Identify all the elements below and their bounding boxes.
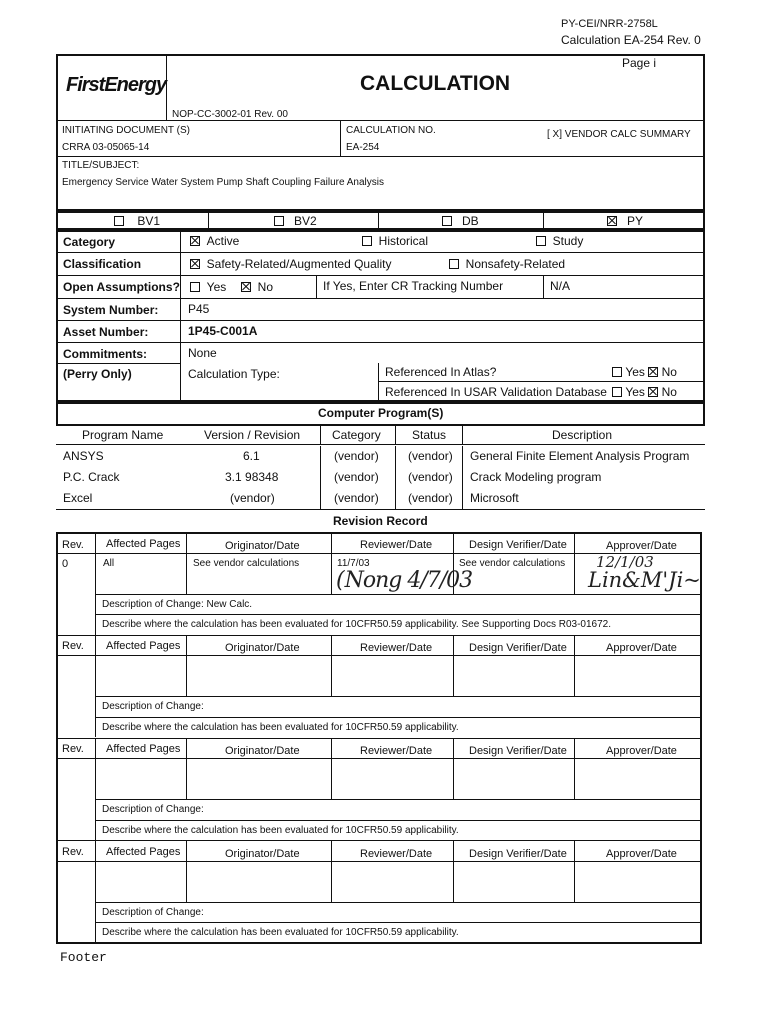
reviewer-date: 11/7/03 xyxy=(337,558,370,569)
asset-number-label: Asset Number: xyxy=(63,325,149,339)
page-footer: Footer xyxy=(60,950,107,965)
system-number-value: P45 xyxy=(188,302,210,316)
rev-header: Rev. xyxy=(62,640,84,652)
atlas-yes-checkbox[interactable] xyxy=(612,367,622,377)
commitments-label: Commitments: xyxy=(63,347,148,361)
program-row-name: Excel xyxy=(63,491,93,505)
calculation-revision: Calculation EA-254 Rev. 0 xyxy=(561,33,701,47)
nonsafety-checkbox[interactable] xyxy=(449,259,459,269)
initiating-document-value: CRRA 03-05065-14 xyxy=(62,142,150,153)
open-assumptions-yes[interactable]: Yes xyxy=(190,280,226,294)
category-label: Category xyxy=(63,235,116,249)
system-number-label: System Number: xyxy=(63,303,159,317)
approver-header: Approver/Date xyxy=(606,745,677,757)
initiating-document-label: INITIATING DOCUMENT (S) xyxy=(62,125,190,136)
revision-record-title: Revision Record xyxy=(333,514,428,528)
usar-label: Referenced In USAR Validation Database xyxy=(385,385,607,399)
verifier-header: Design Verifier/Date xyxy=(469,745,567,757)
verifier-value: See vendor calculations xyxy=(459,558,566,569)
category-study[interactable]: Study xyxy=(536,234,583,248)
program-row-version: (vendor) xyxy=(230,491,275,505)
program-row-status: (vendor) xyxy=(408,470,453,484)
description-of-change: Description of Change: xyxy=(102,804,204,815)
program-row-description: Crack Modeling program xyxy=(470,470,602,484)
title-subject-label: TITLE/SUBJECT: xyxy=(62,160,140,171)
asset-number-value: 1P45-C001A xyxy=(188,324,258,338)
applicability-evaluation: Describe where the calculation has been evaluated for 10CFR50.59 applicability. See Supporting Docs R03-01672. xyxy=(102,619,612,630)
program-row-status: (vendor) xyxy=(408,449,453,463)
calculation-number-label: CALCULATION NO. xyxy=(346,125,436,136)
originator-value: See vendor calculations xyxy=(193,558,300,569)
bv2-checkbox[interactable] xyxy=(274,216,284,226)
programs-header-version: Version / Revision xyxy=(204,428,301,442)
approver-header: Approver/Date xyxy=(606,540,677,552)
plant-py[interactable]: PY xyxy=(607,214,643,228)
atlas-label: Referenced In Atlas? xyxy=(385,365,497,379)
affected-pages-header: Affected Pages xyxy=(106,538,181,550)
classification-nonsafety[interactable]: Nonsafety-Related xyxy=(449,257,565,271)
affected-pages-value: All xyxy=(103,558,115,569)
reviewer-header: Reviewer/Date xyxy=(360,745,433,757)
applicability-evaluation: Describe where the calculation has been evaluated for 10CFR50.59 applicability. xyxy=(102,825,459,836)
plant-bv1[interactable]: BV1 xyxy=(114,214,160,228)
approver-header: Approver/Date xyxy=(606,642,677,654)
affected-pages-header: Affected Pages xyxy=(106,846,181,858)
calculation-number-value: EA-254 xyxy=(346,142,380,153)
reviewer-header: Reviewer/Date xyxy=(360,642,433,654)
commitments-value: None xyxy=(188,346,217,360)
program-row-category: (vendor) xyxy=(334,491,379,505)
rev-header: Rev. xyxy=(62,539,84,551)
bv1-checkbox[interactable] xyxy=(114,216,124,226)
perry-only-label: (Perry Only) xyxy=(63,367,132,381)
program-row-category: (vendor) xyxy=(334,470,379,484)
reviewer-header: Reviewer/Date xyxy=(360,539,433,551)
applicability-evaluation: Describe where the calculation has been evaluated for 10CFR50.59 applicability. xyxy=(102,722,459,733)
active-checkbox[interactable] xyxy=(190,236,200,246)
plant-bv2[interactable]: BV2 xyxy=(274,214,317,228)
affected-pages-header: Affected Pages xyxy=(106,743,181,755)
usar-no-checkbox[interactable] xyxy=(648,387,658,397)
affected-pages-header: Affected Pages xyxy=(106,640,181,652)
description-of-change: Description of Change: xyxy=(102,701,204,712)
atlas-no-checkbox[interactable] xyxy=(648,367,658,377)
programs-header-category: Category xyxy=(332,428,381,442)
calculation-type-label: Calculation Type: xyxy=(188,367,280,381)
usar-yes-checkbox[interactable] xyxy=(612,387,622,397)
program-row-version: 6.1 xyxy=(243,449,260,463)
form-title: CALCULATION xyxy=(360,72,511,95)
py-checkbox[interactable] xyxy=(607,216,617,226)
program-row-description: General Finite Element Analysis Program xyxy=(470,449,690,463)
approver-header: Approver/Date xyxy=(606,848,677,860)
db-checkbox[interactable] xyxy=(442,216,452,226)
description-of-change: Description of Change: New Calc. xyxy=(102,599,253,610)
title-subject-value: Emergency Service Water System Pump Shaft Coupling Failure Analysis xyxy=(62,177,384,188)
reviewer-header: Reviewer/Date xyxy=(360,848,433,860)
applicability-evaluation: Describe where the calculation has been evaluated for 10CFR50.59 applicability. xyxy=(102,927,459,938)
originator-header: Originator/Date xyxy=(225,848,300,860)
program-row-category: (vendor) xyxy=(334,449,379,463)
study-checkbox[interactable] xyxy=(536,236,546,246)
originator-header: Originator/Date xyxy=(225,540,300,552)
reviewer-signature: (Nong 4/7/03 xyxy=(336,568,473,593)
program-row-name: ANSYS xyxy=(63,449,104,463)
program-row-name: P.C. Crack xyxy=(63,470,120,484)
firstenergy-logo: FirstEnergy xyxy=(66,74,167,96)
programs-header-description: Description xyxy=(552,428,613,442)
rev-header: Rev. xyxy=(62,743,84,755)
cr-tracking-label: If Yes, Enter CR Tracking Number xyxy=(323,279,504,293)
cr-tracking-value: N/A xyxy=(550,279,571,293)
program-row-version: 3.1 98348 xyxy=(225,470,279,484)
open-no-checkbox[interactable] xyxy=(241,282,251,292)
programs-title: Computer Program(S) xyxy=(318,406,444,420)
form-number: NOP-CC-3002-01 Rev. 00 xyxy=(172,109,288,120)
rev-value: 0 xyxy=(62,558,69,570)
verifier-header: Design Verifier/Date xyxy=(469,848,567,860)
approver-date: 12/1/03 xyxy=(596,553,654,571)
category-historical[interactable]: Historical xyxy=(362,234,428,248)
rev-header: Rev. xyxy=(62,846,84,858)
open-assumptions-no[interactable]: No xyxy=(241,280,273,294)
category-active[interactable]: Active xyxy=(190,234,239,248)
document-id: PY-CEI/NRR-2758L xyxy=(561,18,658,30)
atlas-answer[interactable]: Yes No xyxy=(612,365,677,379)
safety-related-checkbox[interactable] xyxy=(190,259,200,269)
historical-checkbox[interactable] xyxy=(362,236,372,246)
usar-answer[interactable]: Yes No xyxy=(612,385,677,399)
approver-signature: Lin&M'Ji~ xyxy=(588,568,701,592)
classification-safety[interactable]: Safety-Related/Augmented Quality xyxy=(190,257,391,271)
description-of-change: Description of Change: xyxy=(102,907,204,918)
verifier-header: Design Verifier/Date xyxy=(469,539,567,551)
open-yes-checkbox[interactable] xyxy=(190,282,200,292)
verifier-header: Design Verifier/Date xyxy=(469,642,567,654)
vendor-calc-summary: [ X] VENDOR CALC SUMMARY xyxy=(547,129,691,140)
programs-header-name: Program Name xyxy=(82,428,164,442)
classification-label: Classification xyxy=(63,257,142,271)
program-row-description: Microsoft xyxy=(470,491,519,505)
originator-header: Originator/Date xyxy=(225,642,300,654)
programs-header-status: Status xyxy=(412,428,447,442)
originator-header: Originator/Date xyxy=(225,745,300,757)
page-number: Page i xyxy=(622,56,657,70)
open-assumptions-label: Open Assumptions? xyxy=(63,280,180,294)
program-row-status: (vendor) xyxy=(408,491,453,505)
plant-db[interactable]: DB xyxy=(442,214,479,228)
